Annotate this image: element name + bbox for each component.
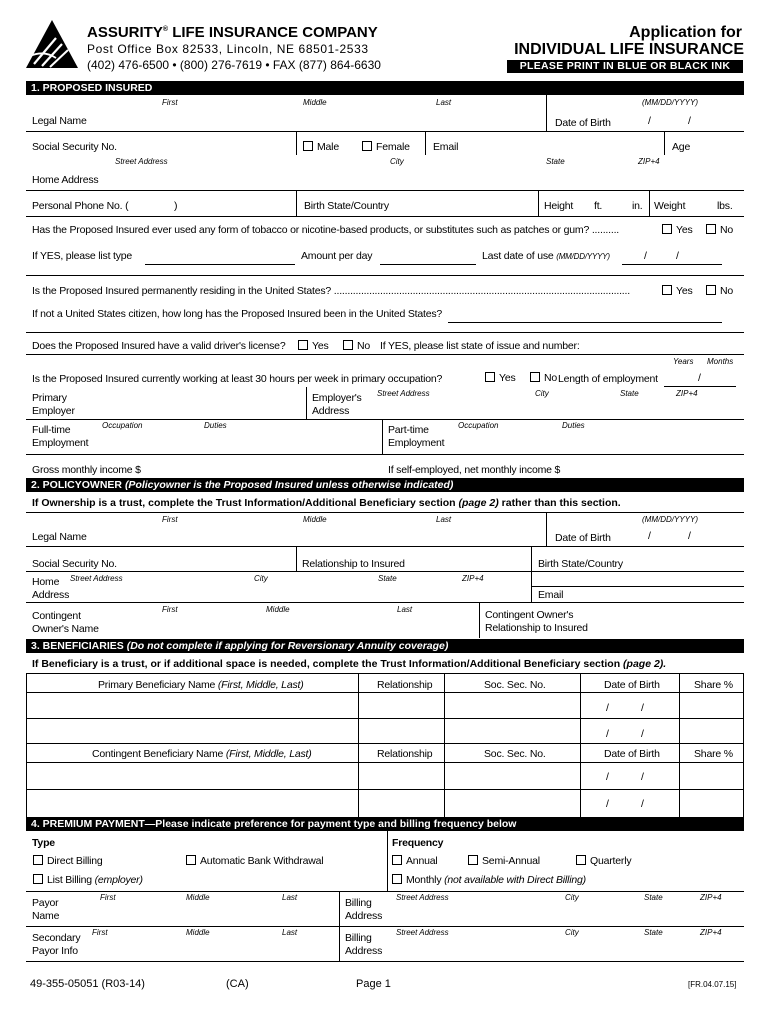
owner-street-label: Street Address [70,574,123,583]
checkbox-icon[interactable] [485,372,495,382]
working-question: Is the Proposed Insured currently working at least 30 hours per week in primary occupation? [32,373,443,385]
checkbox-icon[interactable] [33,874,43,884]
middle-label: Middle [303,98,327,107]
primary-employer-label: Primary Employer [32,392,75,417]
cont-dob-slash: / [641,771,644,783]
citizen-question: If not a United States citizen, how long has the Proposed Insured been in the United States? [32,308,443,320]
cont-dob-header: Date of Birth [604,748,660,760]
tobacco-no-checkbox[interactable]: No [706,224,733,236]
billing-state-label: State [644,893,663,902]
owner-home-address-label: Home Address [32,576,70,601]
secondary-first-label: First [92,928,108,937]
zip-label: ZIP+4 [638,157,660,166]
print-instruction-banner: PLEASE PRINT IN BLUE OR BLACK INK [507,60,743,73]
tobacco-type-label: If YES, please list type [32,250,133,262]
ssn-label: Social Security No. [32,141,117,153]
license-no-checkbox[interactable]: No [343,340,370,352]
phone-label: Personal Phone No. ( [32,200,129,212]
parttime-duties-label: Duties [562,421,585,430]
male-checkbox[interactable]: Male [303,141,339,153]
parttime-label: Part-time Employment [388,424,445,449]
birth-state-label: Birth State/Country [304,200,389,212]
owner-state-label: State [378,574,397,583]
semi-annual-checkbox[interactable]: Semi-Annual [468,855,540,867]
secondary-last-label: Last [282,928,298,937]
owner-city-label: City [254,574,268,583]
ben-dob-slash: / [641,702,644,714]
company-phones: (402) 476-6500 • (800) 276-7619 • FAX (877) 864-6630 [87,58,381,72]
tobacco-yes-checkbox[interactable]: Yes [662,224,693,236]
state-label: State [546,157,565,166]
street-label: Street Address [115,157,168,166]
section1-header: 1. PROPOSED INSURED [26,81,744,95]
checkbox-icon[interactable] [343,340,353,350]
citizen-duration-field[interactable] [448,322,722,323]
auto-bank-checkbox[interactable]: Automatic Bank Withdrawal [186,855,323,867]
form-title-line2: INDIVIDUAL LIFE INSURANCE [514,41,744,58]
list-billing-checkbox[interactable]: List Billing (employer) [33,874,143,886]
relationship-header: Relationship [377,679,433,691]
ben-dob-slash: / [641,728,644,740]
cont-dob-slash: / [606,798,609,810]
fulltime-occupation-label: Occupation [102,421,143,430]
cont-ssn-header: Soc. Sec. No. [484,748,546,760]
checkbox-icon[interactable] [576,855,586,865]
checkbox-icon[interactable] [706,285,716,295]
owner-middle-label: Middle [303,515,327,524]
primary-beneficiary-header: Primary Beneficiary Name (First, Middle, Last) [98,679,304,691]
page-number: Page 1 [356,978,391,990]
last-label: Last [436,98,452,107]
secondary-billing-address-label: Billing Address [345,932,383,957]
checkbox-icon[interactable] [298,340,308,350]
date-slash: / [644,250,647,262]
employer-state-label: State [620,389,639,398]
billing-street-label: Street Address [396,893,449,902]
employer-city-label: City [535,389,549,398]
legal-name-label: Legal Name [32,115,87,127]
payor-middle-label: Middle [186,893,210,902]
contingent-last-label: Last [397,605,413,614]
monthly-checkbox[interactable]: Monthly (not available with Direct Billing) [392,874,586,886]
form-title-line1: Application for [629,24,742,41]
cont-relationship-header: Relationship [377,748,433,760]
dob-label: Date of Birth [555,117,611,129]
tobacco-type-field[interactable] [145,264,295,265]
checkbox-icon[interactable] [33,855,43,865]
email-label: Email [433,141,459,153]
payor-name-label: Payor Name [32,897,60,922]
owner-first-label: First [162,515,178,524]
last-date-label: Last date of use (MM/DD/YYYY) [482,250,610,262]
date-slash: / [676,250,679,262]
working-no-checkbox[interactable]: No [530,372,557,384]
checkbox-icon[interactable] [392,855,402,865]
checkbox-icon[interactable] [392,874,402,884]
gross-income-label: Gross monthly income $ [32,464,141,476]
checkbox-icon[interactable] [186,855,196,865]
direct-billing-checkbox[interactable]: Direct Billing [33,855,103,867]
length-slash: / [698,372,701,384]
beneficiary-trust-note: If Beneficiary is a trust, or if additional space is needed, complete the Trust Information/Additional Beneficiary section (page 2). [32,658,667,670]
checkbox-icon[interactable] [706,224,716,234]
resident-yes-checkbox[interactable]: Yes [662,285,693,297]
ssn-header: Soc. Sec. No. [484,679,546,691]
owner-date-format-label: (MM/DD/YYYY) [642,515,698,524]
contingent-middle-label: Middle [266,605,290,614]
owner-legal-name-label: Legal Name [32,531,87,543]
ben-dob-slash: / [606,702,609,714]
secondary-street-label: Street Address [396,928,449,937]
frequency-label: Frequency [392,837,444,849]
billing-city-label: City [565,893,579,902]
length-employment-field[interactable] [664,386,736,387]
age-label: Age [672,141,691,153]
height-label: Height [544,200,574,212]
ben-dob-slash: / [606,728,609,740]
dob-slash: / [688,115,691,127]
owner-dob-slash: / [688,530,691,542]
secondary-payor-label: Secondary Payor Info [32,932,81,957]
last-date-field[interactable] [622,264,722,265]
contingent-relationship-label: Contingent Owner's Relationship to Insured [485,609,588,634]
months-label: Months [707,357,734,366]
company-name: ASSURITY® LIFE INSURANCE COMPANY [87,24,378,41]
owner-zip-label: ZIP+4 [462,574,484,583]
form-number: 49-355-05051 (R03-14) [30,978,145,990]
secondary-zip-label: ZIP+4 [700,928,722,937]
owner-last-label: Last [436,515,452,524]
employer-street-label: Street Address [377,389,430,398]
fulltime-duties-label: Duties [204,421,227,430]
working-yes-checkbox[interactable]: Yes [485,372,516,384]
contingent-beneficiary-header: Contingent Beneficiary Name (First, Middle, Last) [92,748,312,760]
fulltime-label: Full-time Employment [32,424,89,449]
resident-no-checkbox[interactable]: No [706,285,733,297]
license-followup: If YES, please list state of issue and number: [380,340,580,352]
owner-dob-slash: / [648,530,651,542]
secondary-middle-label: Middle [186,928,210,937]
license-question: Does the Proposed Insured have a valid driver's license? [32,340,286,352]
section3-header: 3. BENEFICIARIES (Do not complete if applying for Reversionary Annuity coverage) [26,639,744,653]
employer-zip-label: ZIP+4 [676,389,698,398]
owner-ssn-label: Social Security No. [32,558,117,570]
date-format-label: (MM/DD/YYYY) [642,98,698,107]
resident-question: Is the Proposed Insured permanently residing in the United States? ............................................................................................................. [32,285,630,297]
checkbox-icon[interactable] [662,285,672,295]
form-code: [FR.04.07.15] [688,980,737,989]
ft-label: ft. [594,200,603,212]
amount-field[interactable] [380,264,476,265]
cont-share-header: Share % [694,748,733,760]
in-label: in. [632,200,643,212]
company-address: Post Office Box 82533, Lincoln, NE 68501-2533 [87,42,369,56]
cont-dob-slash: / [606,771,609,783]
billing-address-label: Billing Address [345,897,383,922]
phone-paren: ) [174,200,178,212]
female-checkbox[interactable]: Female [362,141,410,153]
checkbox-icon[interactable] [303,141,313,151]
payor-last-label: Last [282,893,298,902]
cont-dob-slash: / [641,798,644,810]
years-label: Years [673,357,694,366]
annual-checkbox[interactable]: Annual [392,855,438,867]
contingent-owner-label: Contingent Owner's Name [32,610,99,635]
checkbox-icon[interactable] [468,855,478,865]
checkbox-icon[interactable] [362,141,372,151]
contingent-first-label: First [162,605,178,614]
quarterly-checkbox[interactable]: Quarterly [576,855,631,867]
share-header: Share % [694,679,733,691]
owner-dob-label: Date of Birth [555,532,611,544]
length-employment-label: Length of employment [558,373,658,385]
state-code: (CA) [226,978,249,990]
parttime-occupation-label: Occupation [458,421,499,430]
owner-relationship-label: Relationship to Insured [302,558,405,570]
dob-slash: / [648,115,651,127]
first-label: First [162,98,178,107]
payor-first-label: First [100,893,116,902]
tobacco-question: Has the Proposed Insured ever used any form of tobacco or nicotine-based products, or substitutes such as patches or gum? .......... [32,224,620,236]
self-employed-income-label: If self-employed, net monthly income $ [388,464,561,476]
owner-birth-state-label: Birth State/Country [538,558,623,570]
employer-address-label: Employer's Address [312,392,362,417]
secondary-city-label: City [565,928,579,937]
section4-header: 4. PREMIUM PAYMENT—Please indicate preference for payment type and billing frequency below [26,817,744,831]
section2-header: 2. POLICYOWNER (Policyowner is the Proposed Insured unless otherwise indicated) [26,478,744,492]
payment-type-label: Type [32,837,55,849]
license-yes-checkbox[interactable]: Yes [298,340,329,352]
billing-zip-label: ZIP+4 [700,893,722,902]
assurity-logo-icon [26,20,78,68]
owner-email-label: Email [538,589,564,601]
lbs-label: lbs. [717,200,733,212]
checkbox-icon[interactable] [662,224,672,234]
city-label: City [390,157,404,166]
home-address-label: Home Address [32,174,99,186]
secondary-state-label: State [644,928,663,937]
weight-label: Weight [654,200,686,212]
dob-header: Date of Birth [604,679,660,691]
ownership-trust-note: If Ownership is a trust, complete the Trust Information/Additional Beneficiary section (page 2) rather than this section. [32,497,621,509]
checkbox-icon[interactable] [530,372,540,382]
amount-label: Amount per day [301,250,373,262]
